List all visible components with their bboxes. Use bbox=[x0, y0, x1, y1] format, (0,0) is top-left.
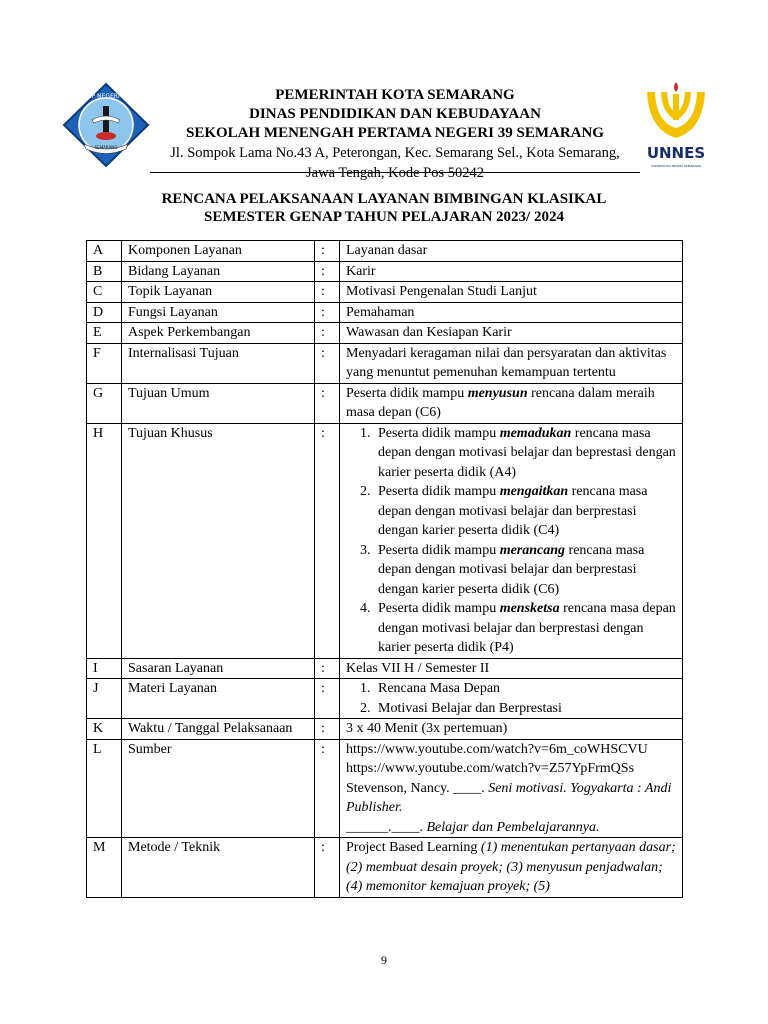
table-row bbox=[87, 261, 683, 282]
list-item: 3. Peserta didik mampu merancang rencana masa depan dengan motivasi belajar dan berprestasi dengan karier peserta didik (C6) bbox=[374, 541, 676, 600]
table-row bbox=[87, 282, 683, 303]
table-row bbox=[87, 739, 683, 838]
row-colon: : bbox=[315, 302, 340, 323]
row-colon: : bbox=[315, 423, 340, 658]
row-label: Metode / Teknik bbox=[122, 838, 315, 898]
table-row bbox=[87, 302, 683, 323]
letterhead-government: PEMERINTAH KOTA SEMARANG bbox=[275, 87, 515, 103]
table-row bbox=[87, 838, 683, 898]
row-colon: : bbox=[315, 282, 340, 303]
row-code: G bbox=[87, 383, 122, 423]
table-row bbox=[87, 343, 683, 383]
row-value: Menyadari keragaman nilai dan persyaratan dan aktivitas yang menuntut pemenuhan kemampuan tertentu bbox=[340, 343, 683, 383]
title-line2: SEMESTER GENAP TAHUN PELAJARAN 2023/ 2024 bbox=[204, 209, 564, 225]
row-code: B bbox=[87, 261, 122, 282]
row-label: Bidang Layanan bbox=[122, 261, 315, 282]
row-value bbox=[340, 423, 683, 658]
row-value: Layanan dasar bbox=[340, 241, 683, 262]
value-emphasis: memadukan bbox=[499, 425, 572, 441]
row-colon: : bbox=[315, 838, 340, 898]
row-code: J bbox=[87, 679, 122, 719]
row-code: C bbox=[87, 282, 122, 303]
row-value bbox=[340, 679, 683, 719]
row-code: E bbox=[87, 323, 122, 344]
row-code: K bbox=[87, 719, 122, 740]
row-value: Wawasan dan Kesiapan Karir bbox=[340, 323, 683, 344]
table-row bbox=[87, 679, 683, 719]
row-code: A bbox=[87, 241, 122, 262]
value-text: rencana dalam meraih masa depan (C6) bbox=[346, 385, 655, 420]
source-url-2[interactable]: https://www.youtube.com/watch?v=Z57YpFrmQSs bbox=[346, 761, 635, 776]
row-value: Karir bbox=[340, 261, 683, 282]
row-label: Tujuan Khusus bbox=[122, 423, 315, 658]
row-colon: : bbox=[315, 261, 340, 282]
title-line1: RENCANA PELAKSANAAN LAYANAN BIMBINGAN KLASIKAL bbox=[161, 191, 607, 207]
row-label: Fungsi Layanan bbox=[122, 302, 315, 323]
row-label: Sumber bbox=[122, 739, 315, 838]
letterhead-divider bbox=[150, 172, 640, 173]
letterhead bbox=[150, 86, 640, 183]
list-item: 2. Motivasi Belajar dan Berprestasi bbox=[374, 699, 676, 719]
row-colon: : bbox=[315, 383, 340, 423]
value-text: Project Based Learning bbox=[346, 840, 481, 855]
table-row bbox=[87, 323, 683, 344]
value-italic: (1) menentukan pertanyaan dasar; (2) membuat desain proyek; (3) menyusun penjadwalan; (4) memonitor kemajuan proyek; (5) bbox=[346, 840, 676, 894]
value-text: Peserta didik mampu bbox=[346, 385, 468, 401]
row-value: 3 x 40 Menit (3x pertemuan) bbox=[340, 719, 683, 740]
row-value: Pemahaman bbox=[340, 302, 683, 323]
row-label: Sasaran Layanan bbox=[122, 658, 315, 679]
row-code: L bbox=[87, 739, 122, 838]
svg-text:UNIVERSITAS NEGERI SEMARANG: UNIVERSITAS NEGERI SEMARANG bbox=[651, 164, 701, 168]
row-colon: : bbox=[315, 719, 340, 740]
row-value: Motivasi Pengenalan Studi Lanjut bbox=[340, 282, 683, 303]
row-label: Topik Layanan bbox=[122, 282, 315, 303]
table-row bbox=[87, 241, 683, 262]
row-label: Aspek Perkembangan bbox=[122, 323, 315, 344]
row-value bbox=[340, 838, 683, 898]
document-title bbox=[0, 190, 768, 226]
row-code: H bbox=[87, 423, 122, 658]
list-item: 2. Peserta didik mampu mengaitkan rencana masa depan dengan motivasi belajar dan berprestasi dengan karier peserta didik (C4) bbox=[374, 482, 676, 541]
row-label: Komponen Layanan bbox=[122, 241, 315, 262]
service-plan-table bbox=[86, 240, 683, 898]
row-code: D bbox=[87, 302, 122, 323]
list-item: 4. Peserta didik mampu mensketsa rencana masa depan dengan motivasi belajar dan berprestasi dengan karier peserta didik (P4) bbox=[374, 599, 676, 658]
list-item: 1. Rencana Masa Depan bbox=[374, 679, 676, 699]
value-emphasis: mengaitkan bbox=[499, 484, 569, 499]
list-item: 1. Peserta didik mampu memadukan rencana masa depan dengan motivasi belajar dan beprestasi dengan karier peserta didik (A4) bbox=[374, 424, 676, 483]
row-code: I bbox=[87, 658, 122, 679]
row-value bbox=[340, 383, 683, 423]
row-code: F bbox=[87, 343, 122, 383]
row-code: M bbox=[87, 838, 122, 898]
page-number: 9 bbox=[381, 953, 387, 967]
letterhead-department: DINAS PENDIDIKAN DAN KEBUDAYAAN bbox=[249, 106, 541, 122]
source-reference-1: Stevenson, Nancy. ____. Seni motivasi. Yogyakarta : Andi Publisher. bbox=[346, 780, 672, 815]
source-reference-2: ______.____. Belajar dan Pembelajarannya. bbox=[346, 819, 600, 835]
table-row bbox=[87, 383, 683, 423]
svg-text:SMP NEGERI 39: SMP NEGERI 39 bbox=[82, 93, 130, 100]
row-colon: : bbox=[315, 679, 340, 719]
row-colon: : bbox=[315, 241, 340, 262]
materials-list bbox=[346, 679, 676, 718]
specific-objectives-list bbox=[346, 424, 676, 658]
row-colon: : bbox=[315, 658, 340, 679]
row-colon: : bbox=[315, 323, 340, 344]
row-label: Internalisasi Tujuan bbox=[122, 343, 315, 383]
row-colon: : bbox=[315, 739, 340, 838]
school-logo bbox=[60, 82, 152, 168]
svg-text:SEMARANG: SEMARANG bbox=[94, 145, 118, 150]
source-url-1[interactable]: https://www.youtube.com/watch?v=6m_coWHSCVU bbox=[346, 741, 648, 757]
value-emphasis: menyusun bbox=[467, 385, 528, 401]
letterhead-school: SEKOLAH MENENGAH PERTAMA NEGERI 39 SEMARANG bbox=[186, 125, 604, 141]
table-row bbox=[87, 658, 683, 679]
letterhead-address-line1: Jl. Sompok Lama No.43 A, Peterongan, Kec. Semarang Sel., Kota Semarang, bbox=[170, 145, 620, 161]
unnes-logo bbox=[641, 78, 711, 174]
row-label: Waktu / Tanggal Pelaksanaan bbox=[122, 719, 315, 740]
row-colon: : bbox=[315, 343, 340, 383]
row-value bbox=[340, 739, 683, 838]
value-emphasis: merancang bbox=[499, 542, 566, 558]
value-emphasis: mensketsa bbox=[499, 601, 560, 616]
letterhead-address-line2: Jawa Tengah, Kode Pos 50242 bbox=[306, 165, 484, 181]
row-value: Kelas VII H / Semester II bbox=[340, 658, 683, 679]
svg-text:UNNES: UNNES bbox=[646, 144, 706, 162]
row-label: Materi Layanan bbox=[122, 679, 315, 719]
table-row bbox=[87, 423, 683, 658]
table-row bbox=[87, 719, 683, 740]
row-label: Tujuan Umum bbox=[122, 383, 315, 423]
